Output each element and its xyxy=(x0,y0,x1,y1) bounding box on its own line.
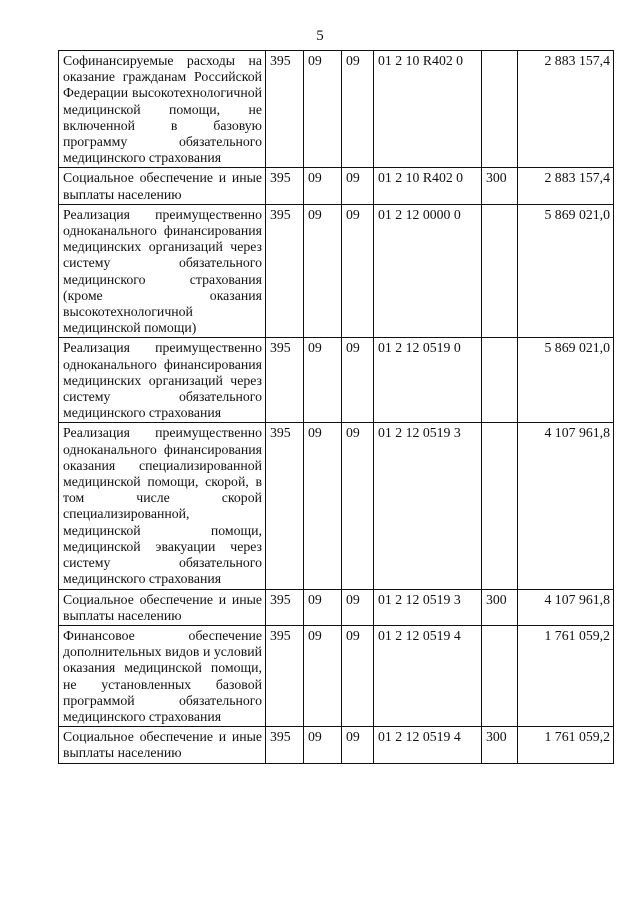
row-sum: 4 107 961,8 xyxy=(518,589,614,625)
row-section: 09 xyxy=(304,338,342,423)
table-row xyxy=(59,423,614,589)
row-section: 09 xyxy=(304,204,342,338)
row-sum: 5 869 021,0 xyxy=(518,338,614,423)
row-subsection: 09 xyxy=(342,589,374,625)
row-sum: 5 869 021,0 xyxy=(518,204,614,338)
row-grbs: 395 xyxy=(266,423,304,589)
row-expense-type xyxy=(482,51,518,168)
row-target-article: 01 2 12 0000 0 xyxy=(374,204,482,338)
row-sum: 1 761 059,2 xyxy=(518,727,614,763)
row-expense-type: 300 xyxy=(482,168,518,204)
table-row xyxy=(59,625,614,726)
row-subsection: 09 xyxy=(342,423,374,589)
row-section: 09 xyxy=(304,727,342,763)
row-name: Социальное обеспечение и иные выплаты населению xyxy=(59,168,266,204)
row-section: 09 xyxy=(304,625,342,726)
row-sum: 2 883 157,4 xyxy=(518,51,614,168)
row-subsection: 09 xyxy=(342,727,374,763)
row-grbs: 395 xyxy=(266,168,304,204)
row-subsection: 09 xyxy=(342,625,374,726)
row-target-article: 01 2 12 0519 4 xyxy=(374,625,482,726)
row-grbs: 395 xyxy=(266,625,304,726)
budget-table xyxy=(58,50,614,764)
row-subsection: 09 xyxy=(342,51,374,168)
row-target-article: 01 2 12 0519 3 xyxy=(374,589,482,625)
row-sum: 4 107 961,8 xyxy=(518,423,614,589)
table-row xyxy=(59,168,614,204)
row-name: Реализация преимущественно одноканального финансирования медицинских организаций через систему обязательного медицинского страхования xyxy=(59,338,266,423)
row-expense-type: 300 xyxy=(482,589,518,625)
row-target-article: 01 2 12 0519 4 xyxy=(374,727,482,763)
row-grbs: 395 xyxy=(266,51,304,168)
row-sum: 2 883 157,4 xyxy=(518,168,614,204)
page-number: 5 xyxy=(316,28,324,44)
row-grbs: 395 xyxy=(266,589,304,625)
row-name: Финансовое обеспечение дополнительных видов и условий оказания медицинской помощи, не установленных базовой программой обязательного медицинского страхования xyxy=(59,625,266,726)
row-expense-type xyxy=(482,625,518,726)
row-target-article: 01 2 12 0519 0 xyxy=(374,338,482,423)
row-target-article: 01 2 12 0519 3 xyxy=(374,423,482,589)
table-row xyxy=(59,589,614,625)
row-name: Софинансируемые расходы на оказание гражданам Российской Федерации высокотехнологичной медицинской помощи, не включенной в базовую программу обязательного медицинского страхования xyxy=(59,51,266,168)
row-grbs: 395 xyxy=(266,338,304,423)
row-expense-type xyxy=(482,338,518,423)
row-section: 09 xyxy=(304,51,342,168)
table-row xyxy=(59,51,614,168)
row-grbs: 395 xyxy=(266,727,304,763)
row-grbs: 395 xyxy=(266,204,304,338)
row-expense-type: 300 xyxy=(482,727,518,763)
row-name: Реализация преимущественно одноканального финансирования оказания специализированной медицинской помощи, скорой, в том числе скорой специализированной, медицинской помощи, медицинской эвакуации через систему обязательного медицинского страхования xyxy=(59,423,266,589)
row-subsection: 09 xyxy=(342,204,374,338)
row-expense-type xyxy=(482,423,518,589)
row-section: 09 xyxy=(304,589,342,625)
row-subsection: 09 xyxy=(342,168,374,204)
row-subsection: 09 xyxy=(342,338,374,423)
row-name: Социальное обеспечение и иные выплаты населению xyxy=(59,727,266,763)
row-target-article: 01 2 10 R402 0 xyxy=(374,51,482,168)
table-row xyxy=(59,338,614,423)
row-expense-type xyxy=(482,204,518,338)
table-row xyxy=(59,204,614,338)
row-section: 09 xyxy=(304,168,342,204)
row-sum: 1 761 059,2 xyxy=(518,625,614,726)
row-target-article: 01 2 10 R402 0 xyxy=(374,168,482,204)
row-section: 09 xyxy=(304,423,342,589)
row-name: Реализация преимущественно одноканального финансирования медицинских организаций через систему обязательного медицинского страхования (кроме оказания высокотехнологичной медицинской помощи) xyxy=(59,204,266,338)
table-row xyxy=(59,727,614,763)
row-name: Социальное обеспечение и иные выплаты населению xyxy=(59,589,266,625)
